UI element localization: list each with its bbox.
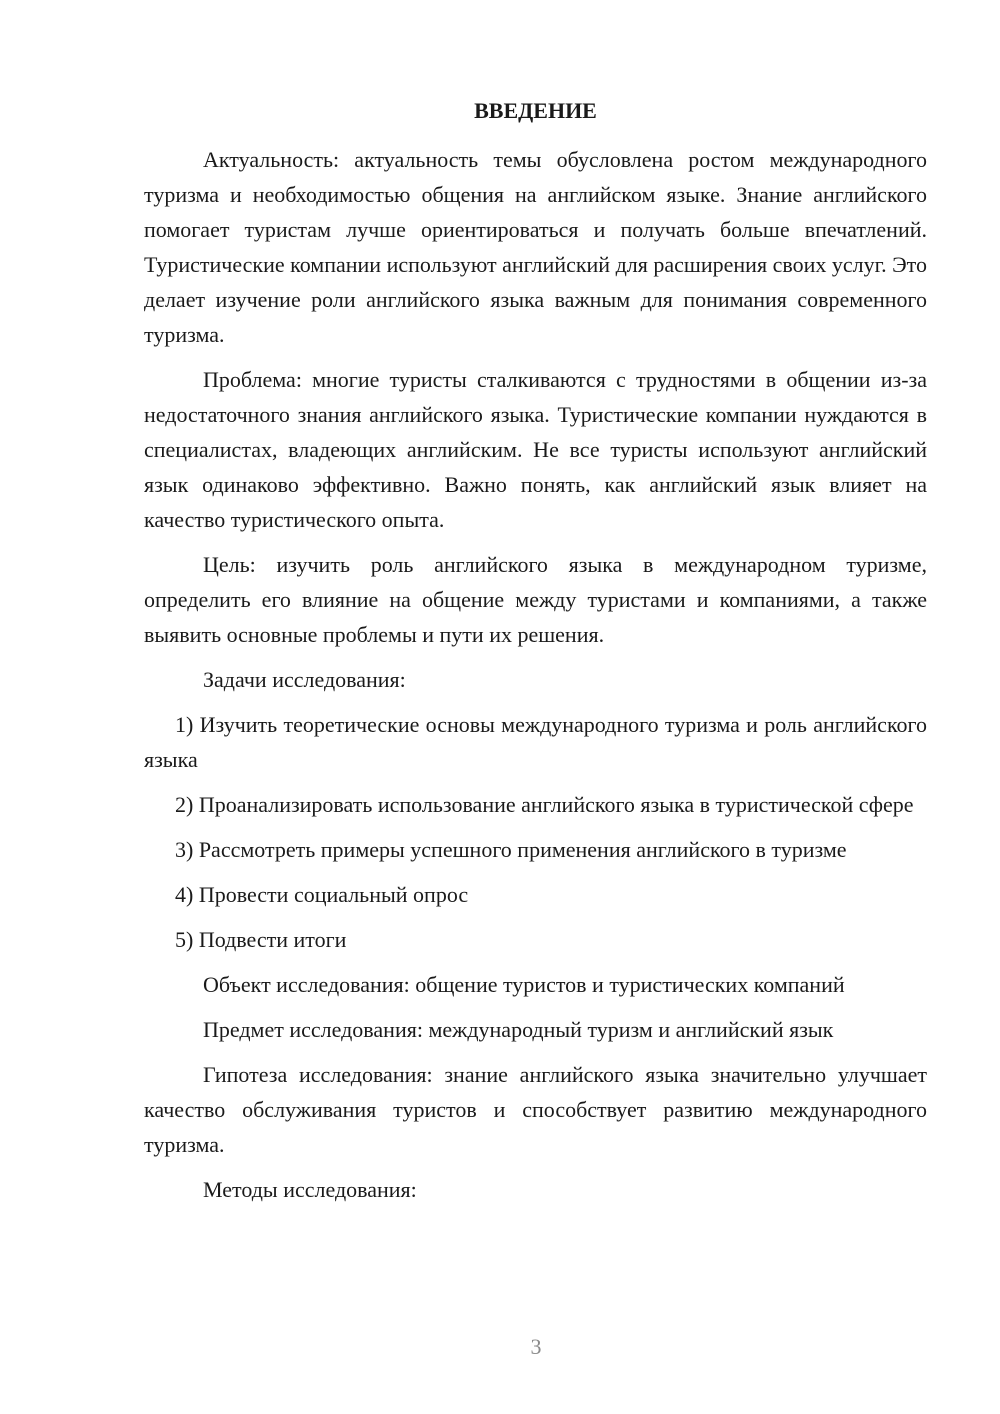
paragraph-subject: Предмет исследования: международный туризм и английский язык [203,1017,834,1042]
list-item-task-1: 1) Изучить теоретические основы международного туризма и роль английского языка [144,712,927,772]
paragraph-relevance: Актуальность: актуальность темы обусловлена ростом международного туризма и необходимостью общения на английском языке. Знание английского помогает туристам лучше ориентироваться и получать больше впечатлений. Туристические компании используют английский для расширения своих услуг. Это делает изучение роли английского языка важным для понимания современного туризма. [144,147,927,347]
page-content [144,96,927,1217]
page-number: 3 [530,1334,542,1359]
list-item-task-4: 4) Провести социальный опрос [175,882,469,907]
methods-heading: Методы исследования: [203,1177,417,1202]
list-item-task-2: 2) Проанализировать использование английского языка в туристической сфере [175,792,914,817]
paragraph-hypothesis: Гипотеза исследования: знание английского языка значительно улучшает качество обслуживания туристов и способствует развитию международного туризма. [144,1062,927,1157]
list-item-task-3: 3) Рассмотреть примеры успешного применения английского в туризме [175,837,847,862]
paragraph-goal: Цель: изучить роль английского языка в международном туризме, определить его влияние на общение между туристами и компаниями, а также выявить основные проблемы и пути их решения. [144,552,927,647]
paragraph-problem: Проблема: многие туристы сталкиваются с трудностями в общении из-за недостаточного знания английского языка. Туристические компании нуждаются в специалистах, владеющих английским. Не все туристы используют английский язык одинаково эффективно. Важно понять, как английский язык влияет на качество туристического опыта. [144,367,927,532]
tasks-heading: Задачи исследования: [203,667,406,692]
page-title: ВВЕДЕНИЕ [474,98,597,123]
paragraph-object: Объект исследования: общение туристов и туристических компаний [203,972,845,997]
list-item-task-5: 5) Подвести итоги [175,927,347,952]
